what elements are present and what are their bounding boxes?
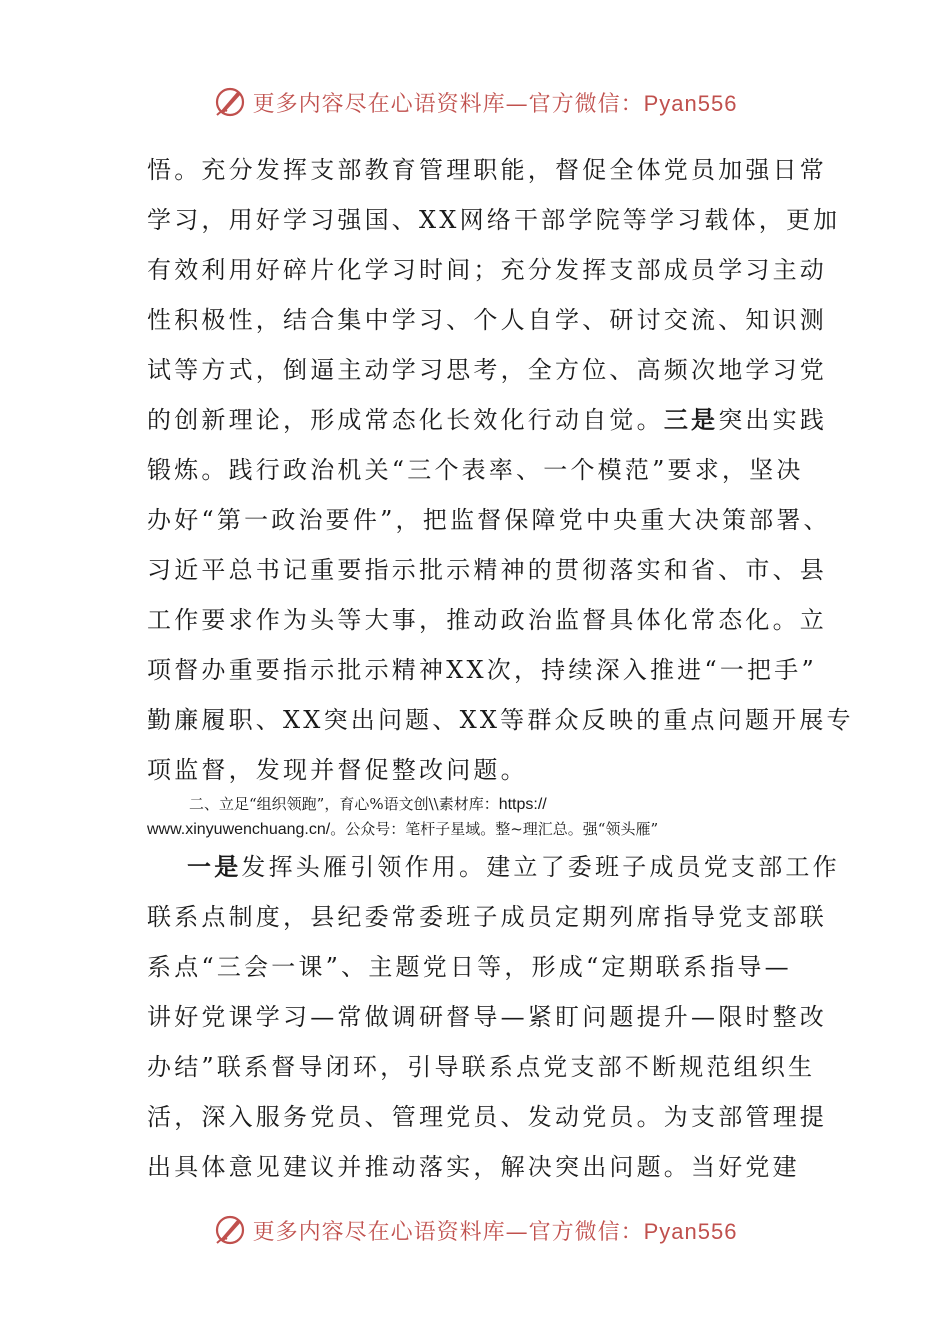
text-line: 出具体意见建议并推动落实，解决突出问题。当好党建 <box>147 1153 800 1181</box>
header-watermark-banner <box>0 82 950 122</box>
wechat-id: Pyan556 <box>643 90 738 116</box>
wechat-id: Pyan556 <box>643 1218 738 1244</box>
text-line: 系点“三会一课”、主题党日等，形成“定期联系指导— <box>147 953 792 981</box>
text-line: 办结”联系督导闭环，引导联系点党支部不断规范组织生 <box>147 1053 816 1081</box>
text-line: 讲好党课学习—常做调研督导—紧盯问题提升—限时整改 <box>147 1003 827 1031</box>
text-line: 工作要求作为头等大事，推动政治监督具体化常态化。立 <box>147 606 827 634</box>
banner-text: 更多内容尽在心语资料库—官方微信：Pyan556 <box>252 1218 738 1245</box>
body-paragraph-1 <box>147 145 854 795</box>
text-line: 试等方式，倒逼主动学习思考，全方位、高频次地学习党 <box>147 356 827 384</box>
heading-url-part: https:// <box>498 796 547 813</box>
text-line: 活，深入服务党员、管理党员、发动党员。为支部管理提 <box>147 1103 827 1131</box>
emphasis-marker: 一是 <box>187 853 242 881</box>
text-line: 项监督，发现并督促整改问题。 <box>147 756 528 784</box>
text-line: 联系点制度，县纪委常委班子成员定期列席指导党支部联 <box>147 903 827 931</box>
banner-text: 更多内容尽在心语资料库—官方微信：Pyan556 <box>252 90 738 117</box>
body-paragraph-2 <box>147 842 840 1192</box>
heading-url-part: www.xinyuwenchuang.cn/ <box>147 821 331 838</box>
quill-logo-icon <box>213 85 247 119</box>
quill-logo-icon <box>213 1213 247 1247</box>
text-line: 习近平总书记重要指示批示精神的贯彻落实和省、市、县 <box>147 556 827 584</box>
text-line: 的创新理论，形成常态化长效化行动自觉。三是突出实践 <box>147 406 828 434</box>
text-line: 项督办重要指示批示精神XX次，持续深入推进“一把手” <box>147 656 817 684</box>
heading-line-2: www.xinyuwenchuang.cn/。公众号：笔杆子星域。整~理汇总。强“领头雁” <box>147 820 659 838</box>
text-line: 锻炼。践行政治机关“三个表率、一个模范”要求，坚决 <box>147 456 804 484</box>
emphasis-marker: 三是 <box>663 406 719 434</box>
text-line: 一是发挥头雁引领作用。建立了委班子成员党支部工作 <box>187 853 840 881</box>
text-line: 办好“第一政治要件”，把监督保障党中央重大决策部署、 <box>147 506 831 534</box>
text-line: 性积极性，结合集中学习、个人自学、研讨交流、知识测 <box>147 306 827 334</box>
section-heading <box>147 792 807 842</box>
footer-watermark-banner <box>0 1210 950 1250</box>
heading-line-1: 二、立足“组织领跑”，育心%语文创\\素材库：https:// <box>189 795 547 813</box>
text-line: 学习，用好学习强国、XX网络干部学院等学习载体，更加 <box>147 206 841 234</box>
text-line: 悟。充分发挥支部教育管理职能，督促全体党员加强日常 <box>147 156 827 184</box>
text-line: 有效利用好碎片化学习时间；充分发挥支部成员学习主动 <box>147 256 827 284</box>
text-line: 勤廉履职、XX突出问题、XX等群众反映的重点问题开展专 <box>147 706 854 734</box>
